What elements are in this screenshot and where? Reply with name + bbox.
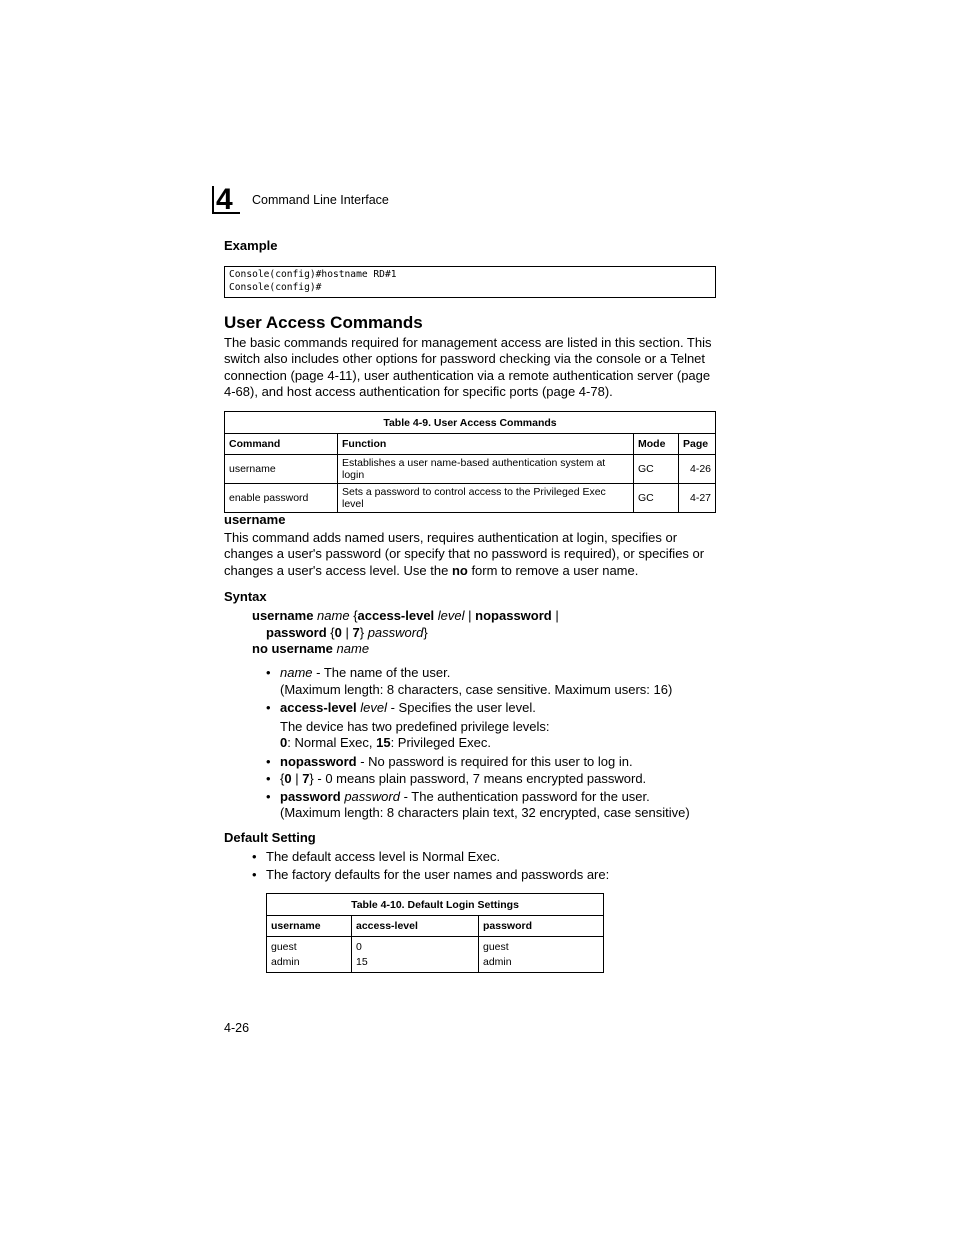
param-pipe: | <box>291 771 303 786</box>
list-item: • The factory defaults for the user names and passwords are: <box>252 867 716 884</box>
table-header: Command <box>225 434 338 455</box>
default-login-table <box>266 893 604 973</box>
section-intro: The basic commands required for management access are listed in this section. This switch also includes other options for password checking via the console or a Telnet connection (page 4-11), user authentication via a remote authentication server (page 4-68), and host access authentication for specific ports (page 4-78). <box>224 335 712 399</box>
table-header: username <box>267 916 352 937</box>
param-arg: level <box>360 700 387 715</box>
syntax-keyword: 7 <box>352 625 360 640</box>
running-title: Command Line Interface <box>252 193 389 207</box>
cell-line: admin <box>483 955 512 968</box>
param-value: 0 <box>280 735 288 750</box>
cell-line: 0 <box>356 940 362 953</box>
cell-line: admin <box>271 955 300 968</box>
list-item <box>266 771 716 788</box>
default-setting-list <box>252 849 716 883</box>
syntax-brace: } <box>359 625 365 640</box>
username-description <box>224 530 716 579</box>
description-text: This command adds named users, requires authentication at login, specifies or changes a user's password (or specify that no password is required), or specifies or changes a user's access level. Use the <box>224 530 705 578</box>
param-brace: } <box>309 771 314 786</box>
code-example <box>224 266 716 298</box>
param-desc: The device has two predefined privilege levels: <box>280 718 550 734</box>
table-cell: Sets a password to control access to the Privileged Exec level <box>338 484 634 513</box>
username-heading: username <box>224 512 286 527</box>
table-cell <box>267 937 352 973</box>
list-item <box>266 700 716 752</box>
code-line: Console(config)# <box>229 281 322 293</box>
param-desc: (Maximum length: 8 characters, case sensitive. Maximum users: 16) <box>280 681 673 697</box>
page-number: 4-26 <box>224 1021 250 1035</box>
param-desc: : Normal Exec, <box>287 735 377 750</box>
table-row <box>225 484 716 513</box>
syntax-pipe: | <box>464 608 476 623</box>
list-item <box>266 754 716 771</box>
section-title: User Access Commands <box>224 313 423 332</box>
syntax-cmd: username <box>252 608 314 623</box>
param-term: password <box>280 788 341 804</box>
table-header: Mode <box>634 434 679 455</box>
example-heading: Example <box>224 238 278 253</box>
param-desc: - Specifies the user level. <box>387 700 536 715</box>
syntax-line-2 <box>266 625 428 641</box>
param-brace: { <box>280 771 285 786</box>
cell-line: guest <box>271 940 297 953</box>
table-cell: GC <box>634 484 679 513</box>
syntax-cmd: no username <box>252 641 333 656</box>
syntax-keyword: nopassword <box>475 608 552 623</box>
table-cell: enable password <box>225 484 338 513</box>
syntax-keyword: password <box>266 625 327 640</box>
table-cell: Establishes a user name-based authentication system at login <box>338 455 634 484</box>
parameter-list <box>266 665 716 822</box>
syntax-pipe: | <box>341 625 353 640</box>
syntax-arg: name <box>336 641 370 656</box>
syntax-line-3 <box>252 641 369 657</box>
code-line: Console(config)#hostname RD#1 <box>229 269 397 280</box>
description-text: form to remove a user name. <box>467 562 639 578</box>
syntax-keyword: 0 <box>334 625 342 640</box>
list-item <box>266 665 716 698</box>
syntax-brace: { <box>353 608 358 623</box>
param-desc: - The name of the user. <box>312 665 451 680</box>
list-item: • The default access level is Normal Exec. <box>252 849 716 866</box>
default-setting-heading: Default Setting <box>224 830 316 845</box>
param-desc: - 0 means plain password, 7 means encrypted password. <box>313 771 647 786</box>
param-term: name <box>280 665 313 680</box>
syntax-line-1 <box>252 608 559 624</box>
param-desc: : Privileged Exec. <box>390 735 491 750</box>
param-arg: password <box>344 788 400 804</box>
param-term: access-level <box>280 700 357 715</box>
syntax-pipe: | <box>551 608 559 623</box>
syntax-heading: Syntax <box>224 589 267 604</box>
syntax-arg: password <box>367 625 424 640</box>
param-value: 15 <box>376 735 391 750</box>
table-cell: GC <box>634 455 679 484</box>
param-desc: - The authentication password for the user. <box>399 788 650 804</box>
syntax-brace: } <box>423 625 428 640</box>
table-cell: 4-27 <box>679 484 716 513</box>
param-term: nopassword <box>280 753 357 769</box>
table-row <box>267 937 604 973</box>
table-caption: Table 4-10. Default Login Settings <box>267 894 604 916</box>
table-row <box>225 455 716 484</box>
table-header: access-level <box>352 916 479 937</box>
syntax-brace: { <box>326 625 335 640</box>
table-cell <box>479 937 604 973</box>
chapter-number: 4 <box>212 186 240 214</box>
syntax-arg: name <box>317 608 350 623</box>
cell-line: guest <box>483 940 509 953</box>
table-cell: username <box>225 455 338 484</box>
user-access-table <box>224 411 716 513</box>
syntax-keyword: access-level <box>357 608 435 623</box>
param-value: 7 <box>302 771 310 786</box>
table-cell <box>352 937 479 973</box>
cell-line: 15 <box>356 955 368 968</box>
syntax-arg: level <box>437 608 465 623</box>
table-header: Function <box>338 434 634 455</box>
param-desc: (Maximum length: 8 characters plain text, 32 encrypted, case sensitive) <box>280 805 690 820</box>
list-item <box>266 789 716 822</box>
table-caption: Table 4-9. User Access Commands <box>225 412 716 434</box>
description-no: no <box>451 562 468 578</box>
param-desc: - No password is required for this user to log in. <box>356 753 633 769</box>
table-cell: 4-26 <box>679 455 716 484</box>
table-header: Page <box>679 434 716 455</box>
param-value: 0 <box>284 771 292 786</box>
table-header: password <box>479 916 604 937</box>
